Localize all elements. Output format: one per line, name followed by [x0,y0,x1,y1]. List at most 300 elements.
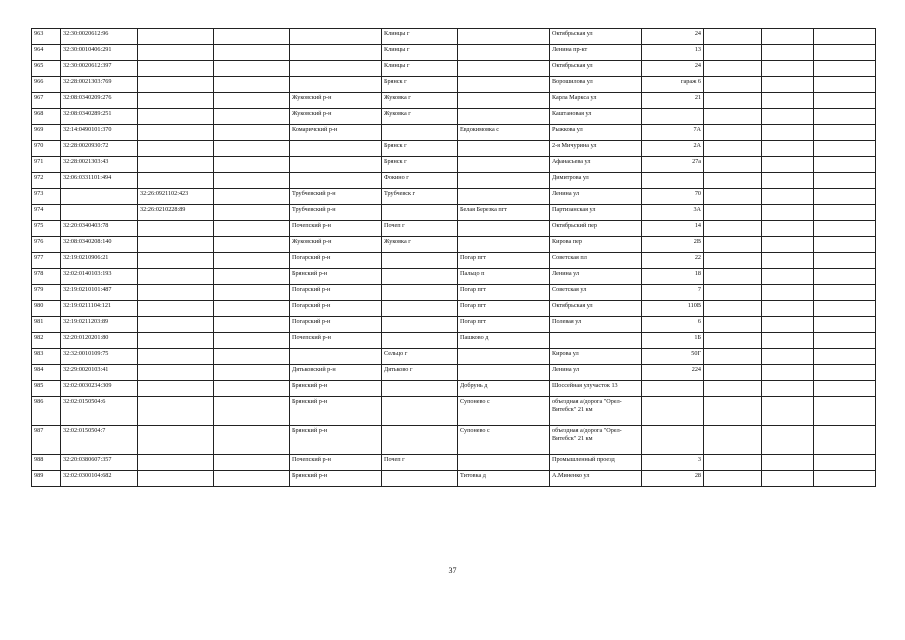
extra-cell [704,381,762,397]
house-cell: гараж 6 [642,77,704,93]
house-cell [642,109,704,125]
empty-cell [214,317,290,333]
extra-cell [762,45,814,61]
street-cell: Карла Маркса ул [550,93,642,109]
extra-cell [814,189,876,205]
house-cell: 21 [642,93,704,109]
cadastral-number-alt [138,285,214,301]
settlement-cell [458,45,550,61]
table-row [32,141,876,157]
city-cell [382,471,458,487]
cadastral-number-alt: 32:26:0210228:89 [138,205,214,221]
house-cell: 18 [642,269,704,285]
house-cell: 6 [642,317,704,333]
cadastral-number: 32:14:0490101:370 [61,125,138,141]
cadastral-number-alt [138,173,214,189]
city-cell: Клинцы г [382,61,458,77]
cadastral-number-alt [138,109,214,125]
cadastral-number-alt [138,61,214,77]
empty-cell [214,45,290,61]
extra-cell [762,301,814,317]
extra-cell [814,173,876,189]
extra-cell [814,125,876,141]
cadastral-number: 32:20:0340403:78 [61,221,138,237]
settlement-cell: Пальцо п [458,269,550,285]
row-number: 988 [32,455,61,471]
empty-cell [214,269,290,285]
extra-cell [762,381,814,397]
table-row [32,77,876,93]
cadastral-number-alt [138,157,214,173]
extra-cell [762,29,814,45]
table-row [32,61,876,77]
row-number: 987 [32,426,61,455]
street-cell: Ленина пр-кт [550,45,642,61]
settlement-cell: Погар пгт [458,317,550,333]
empty-cell [214,125,290,141]
city-cell: Трубчевск г [382,189,458,205]
cadastral-number: 32:30:0010406:291 [61,45,138,61]
district-cell: Брянский р-н [290,471,382,487]
extra-cell [762,221,814,237]
table-row [32,205,876,221]
cadastral-number: 32:28:0021303:769 [61,77,138,93]
empty-cell [214,365,290,381]
extra-cell [762,426,814,455]
cadastral-number: 32:28:0020930:72 [61,141,138,157]
cadastral-number: 32:20:0380607:357 [61,455,138,471]
table-row [32,455,876,471]
street-cell: Октябрьская ул [550,61,642,77]
row-number: 982 [32,333,61,349]
cadastral-number: 32:29:0020103:41 [61,365,138,381]
cadastral-number-alt [138,141,214,157]
extra-cell [762,157,814,173]
table-row [32,29,876,45]
row-number: 967 [32,93,61,109]
cadastral-number-alt [138,301,214,317]
cadastral-number-alt [138,269,214,285]
extra-cell [762,471,814,487]
table-row [32,109,876,125]
settlement-cell: Супонево с [458,426,550,455]
empty-cell [214,301,290,317]
district-cell: Комаричский р-н [290,125,382,141]
house-cell [642,397,704,426]
district-cell [290,157,382,173]
city-cell: Жуковка г [382,237,458,253]
empty-cell [214,381,290,397]
extra-cell [704,253,762,269]
extra-cell [814,365,876,381]
row-number: 974 [32,205,61,221]
district-cell [290,61,382,77]
house-cell: 14 [642,221,704,237]
house-cell: 1Б [642,333,704,349]
settlement-cell [458,365,550,381]
extra-cell [762,333,814,349]
extra-cell [704,109,762,125]
house-cell: 13 [642,45,704,61]
row-number: 965 [32,61,61,77]
cadastral-number: 32:19:0211104:121 [61,301,138,317]
extra-cell [814,45,876,61]
registry-table [31,28,876,487]
cadastral-number-alt [138,317,214,333]
empty-cell [214,285,290,301]
extra-cell [704,333,762,349]
house-cell: 50Г [642,349,704,365]
extra-cell [704,141,762,157]
row-number: 972 [32,173,61,189]
cadastral-number-alt [138,221,214,237]
city-cell [382,285,458,301]
extra-cell [704,237,762,253]
extra-cell [814,77,876,93]
extra-cell [814,141,876,157]
extra-cell [762,269,814,285]
table-row [32,269,876,285]
district-cell: Погарский р-н [290,317,382,333]
extra-cell [704,173,762,189]
city-cell [382,426,458,455]
house-cell: 24 [642,61,704,77]
district-cell: Брянский р-н [290,397,382,426]
empty-cell [214,61,290,77]
district-cell: Погарский р-н [290,253,382,269]
extra-cell [814,285,876,301]
cadastral-number-alt [138,93,214,109]
extra-cell [704,317,762,333]
district-cell: Брянский р-н [290,381,382,397]
city-cell [382,301,458,317]
district-cell: Погарский р-н [290,301,382,317]
empty-cell [214,221,290,237]
street-cell [550,333,642,349]
street-cell: Димитрова ул [550,173,642,189]
extra-cell [814,221,876,237]
cadastral-number: 32:08:0340289:251 [61,109,138,125]
table-row [32,381,876,397]
empty-cell [214,205,290,221]
settlement-cell [458,141,550,157]
house-cell [642,173,704,189]
street-cell: Октябрьская ул [550,301,642,317]
settlement-cell [458,349,550,365]
city-cell: Клинцы г [382,29,458,45]
table-row [32,471,876,487]
district-cell [290,141,382,157]
house-cell: 224 [642,365,704,381]
settlement-cell: Добрунь д [458,381,550,397]
settlement-cell [458,237,550,253]
cadastral-number-alt [138,253,214,269]
extra-cell [814,205,876,221]
house-cell: 3А [642,205,704,221]
extra-cell [762,205,814,221]
street-cell: Шоссейная улучасток 13 [550,381,642,397]
row-number: 968 [32,109,61,125]
cadastral-number-alt [138,381,214,397]
row-number: 977 [32,253,61,269]
city-cell: Дятьково г [382,365,458,381]
street-cell: Октябрьский пер [550,221,642,237]
cadastral-number: 32:06:0331101:494 [61,173,138,189]
district-cell: Брянский р-н [290,269,382,285]
extra-cell [762,77,814,93]
row-number: 985 [32,381,61,397]
house-cell: 70 [642,189,704,205]
cadastral-number: 32:02:0030234:309 [61,381,138,397]
row-number: 963 [32,29,61,45]
row-number: 981 [32,317,61,333]
extra-cell [704,221,762,237]
row-number: 964 [32,45,61,61]
street-cell: Каштановая ул [550,109,642,125]
settlement-cell [458,77,550,93]
empty-cell [214,141,290,157]
extra-cell [762,109,814,125]
city-cell: Брянск г [382,141,458,157]
empty-cell [214,77,290,93]
extra-cell [762,189,814,205]
district-cell: Погарский р-н [290,285,382,301]
city-cell: Фокино г [382,173,458,189]
cadastral-number-alt [138,237,214,253]
city-cell: Брянск г [382,77,458,93]
extra-cell [762,349,814,365]
extra-cell [762,317,814,333]
extra-cell [704,426,762,455]
settlement-cell [458,455,550,471]
house-cell: 7А [642,125,704,141]
extra-cell [704,205,762,221]
row-number: 978 [32,269,61,285]
empty-cell [214,173,290,189]
settlement-cell: Погар пгт [458,253,550,269]
settlement-cell [458,109,550,125]
city-cell [382,269,458,285]
extra-cell [762,141,814,157]
city-cell: Жуковка г [382,109,458,125]
district-cell: Брянский р-н [290,426,382,455]
empty-cell [214,333,290,349]
house-cell: 110В [642,301,704,317]
street-cell: 2-я Мичурина ул [550,141,642,157]
extra-cell [704,189,762,205]
cadastral-number: 32:32:0010109:75 [61,349,138,365]
house-cell: 22 [642,253,704,269]
street-cell: Ленина ул [550,269,642,285]
cadastral-number: 32:19:0210906:21 [61,253,138,269]
extra-cell [704,45,762,61]
table-row [32,93,876,109]
house-cell: 27а [642,157,704,173]
house-cell [642,426,704,455]
extra-cell [704,301,762,317]
city-cell: Брянск г [382,157,458,173]
cadastral-number-alt [138,349,214,365]
district-cell [290,173,382,189]
city-cell: Клинцы г [382,45,458,61]
cadastral-number: 32:20:0120201:80 [61,333,138,349]
city-cell [382,317,458,333]
empty-cell [214,426,290,455]
district-cell: Дятьковский р-н [290,365,382,381]
street-cell: Рыжкова ул [550,125,642,141]
row-number: 976 [32,237,61,253]
extra-cell [814,109,876,125]
city-cell: Почеп г [382,455,458,471]
district-cell: Жуковский р-н [290,237,382,253]
extra-cell [704,29,762,45]
house-cell: 28 [642,471,704,487]
empty-cell [214,93,290,109]
extra-cell [704,349,762,365]
settlement-cell: Супонево с [458,397,550,426]
street-cell: Партизанская ул [550,205,642,221]
cadastral-number: 32:02:0140103:193 [61,269,138,285]
city-cell [382,125,458,141]
cadastral-number: 32:08:0340208:140 [61,237,138,253]
extra-cell [762,455,814,471]
row-number: 983 [32,349,61,365]
table-row [32,426,876,455]
extra-cell [814,61,876,77]
table-row [32,253,876,269]
extra-cell [704,93,762,109]
street-cell: Афанасьева ул [550,157,642,173]
cadastral-number: 32:28:0021303:43 [61,157,138,173]
settlement-cell [458,93,550,109]
empty-cell [214,253,290,269]
street-cell: Ворошилова ул [550,77,642,93]
cadastral-number-alt [138,455,214,471]
street-cell: Ленина ул [550,189,642,205]
empty-cell [214,349,290,365]
extra-cell [762,93,814,109]
cadastral-number-alt [138,426,214,455]
extra-cell [814,381,876,397]
district-cell: Жуковский р-н [290,109,382,125]
street-cell: объездная а/дорога "Орел-Витебск" 21 км [550,426,642,455]
page-number: 37 [448,566,457,575]
extra-cell [814,349,876,365]
house-cell: 3 [642,455,704,471]
extra-cell [704,455,762,471]
district-cell: Почепский р-н [290,221,382,237]
extra-cell [814,333,876,349]
settlement-cell [458,61,550,77]
settlement-cell: Погар пгт [458,301,550,317]
row-number: 986 [32,397,61,426]
extra-cell [704,157,762,173]
empty-cell [214,109,290,125]
house-cell: 7 [642,285,704,301]
cadastral-number: 32:19:0211203:89 [61,317,138,333]
extra-cell [814,29,876,45]
extra-cell [814,253,876,269]
cadastral-number [61,189,138,205]
cadastral-number-alt [138,397,214,426]
extra-cell [814,426,876,455]
extra-cell [814,455,876,471]
cadastral-number-alt: 32:26:0921102:423 [138,189,214,205]
settlement-cell [458,189,550,205]
settlement-cell [458,173,550,189]
cadastral-number: 32:02:0300104:682 [61,471,138,487]
district-cell: Почепский р-н [290,333,382,349]
street-cell: Кирова ул [550,349,642,365]
street-cell: Промышленный проезд [550,455,642,471]
cadastral-number-alt [138,471,214,487]
district-cell [290,77,382,93]
row-number: 979 [32,285,61,301]
empty-cell [214,397,290,426]
extra-cell [704,125,762,141]
street-cell: Октябрьская ул [550,29,642,45]
cadastral-number: 32:02:0150504:6 [61,397,138,426]
extra-cell [704,77,762,93]
extra-cell [814,157,876,173]
house-cell [642,381,704,397]
street-cell: Кирова пер [550,237,642,253]
city-cell [382,397,458,426]
cadastral-number: 32:19:0210101:487 [61,285,138,301]
extra-cell [814,471,876,487]
table-row [32,189,876,205]
extra-cell [704,365,762,381]
extra-cell [814,301,876,317]
extra-cell [704,397,762,426]
table-row [32,157,876,173]
empty-cell [214,189,290,205]
district-cell: Трубчевский р-н [290,205,382,221]
extra-cell [762,61,814,77]
table-row [32,317,876,333]
extra-cell [762,173,814,189]
street-cell: объездная а/дорога "Орел-Витебск" 21 км [550,397,642,426]
row-number: 984 [32,365,61,381]
street-cell: А.Миненко ул [550,471,642,487]
district-cell [290,45,382,61]
settlement-cell: Белая Березка пгт [458,205,550,221]
cadastral-number-alt [138,365,214,381]
table-row [32,221,876,237]
row-number: 989 [32,471,61,487]
extra-cell [704,285,762,301]
settlement-cell [458,157,550,173]
row-number: 973 [32,189,61,205]
row-number: 966 [32,77,61,93]
extra-cell [762,125,814,141]
cadastral-number-alt [138,29,214,45]
extra-cell [762,365,814,381]
table-row [32,125,876,141]
district-cell: Трубчевский р-н [290,189,382,205]
table-body [32,29,876,487]
extra-cell [762,253,814,269]
cadastral-number: 32:02:0150504:7 [61,426,138,455]
settlement-cell [458,29,550,45]
extra-cell [814,317,876,333]
extra-cell [704,269,762,285]
street-cell: Ленина ул [550,365,642,381]
table-row [32,301,876,317]
settlement-cell: Пашково д [458,333,550,349]
street-cell: Советская ул [550,285,642,301]
empty-cell [214,471,290,487]
